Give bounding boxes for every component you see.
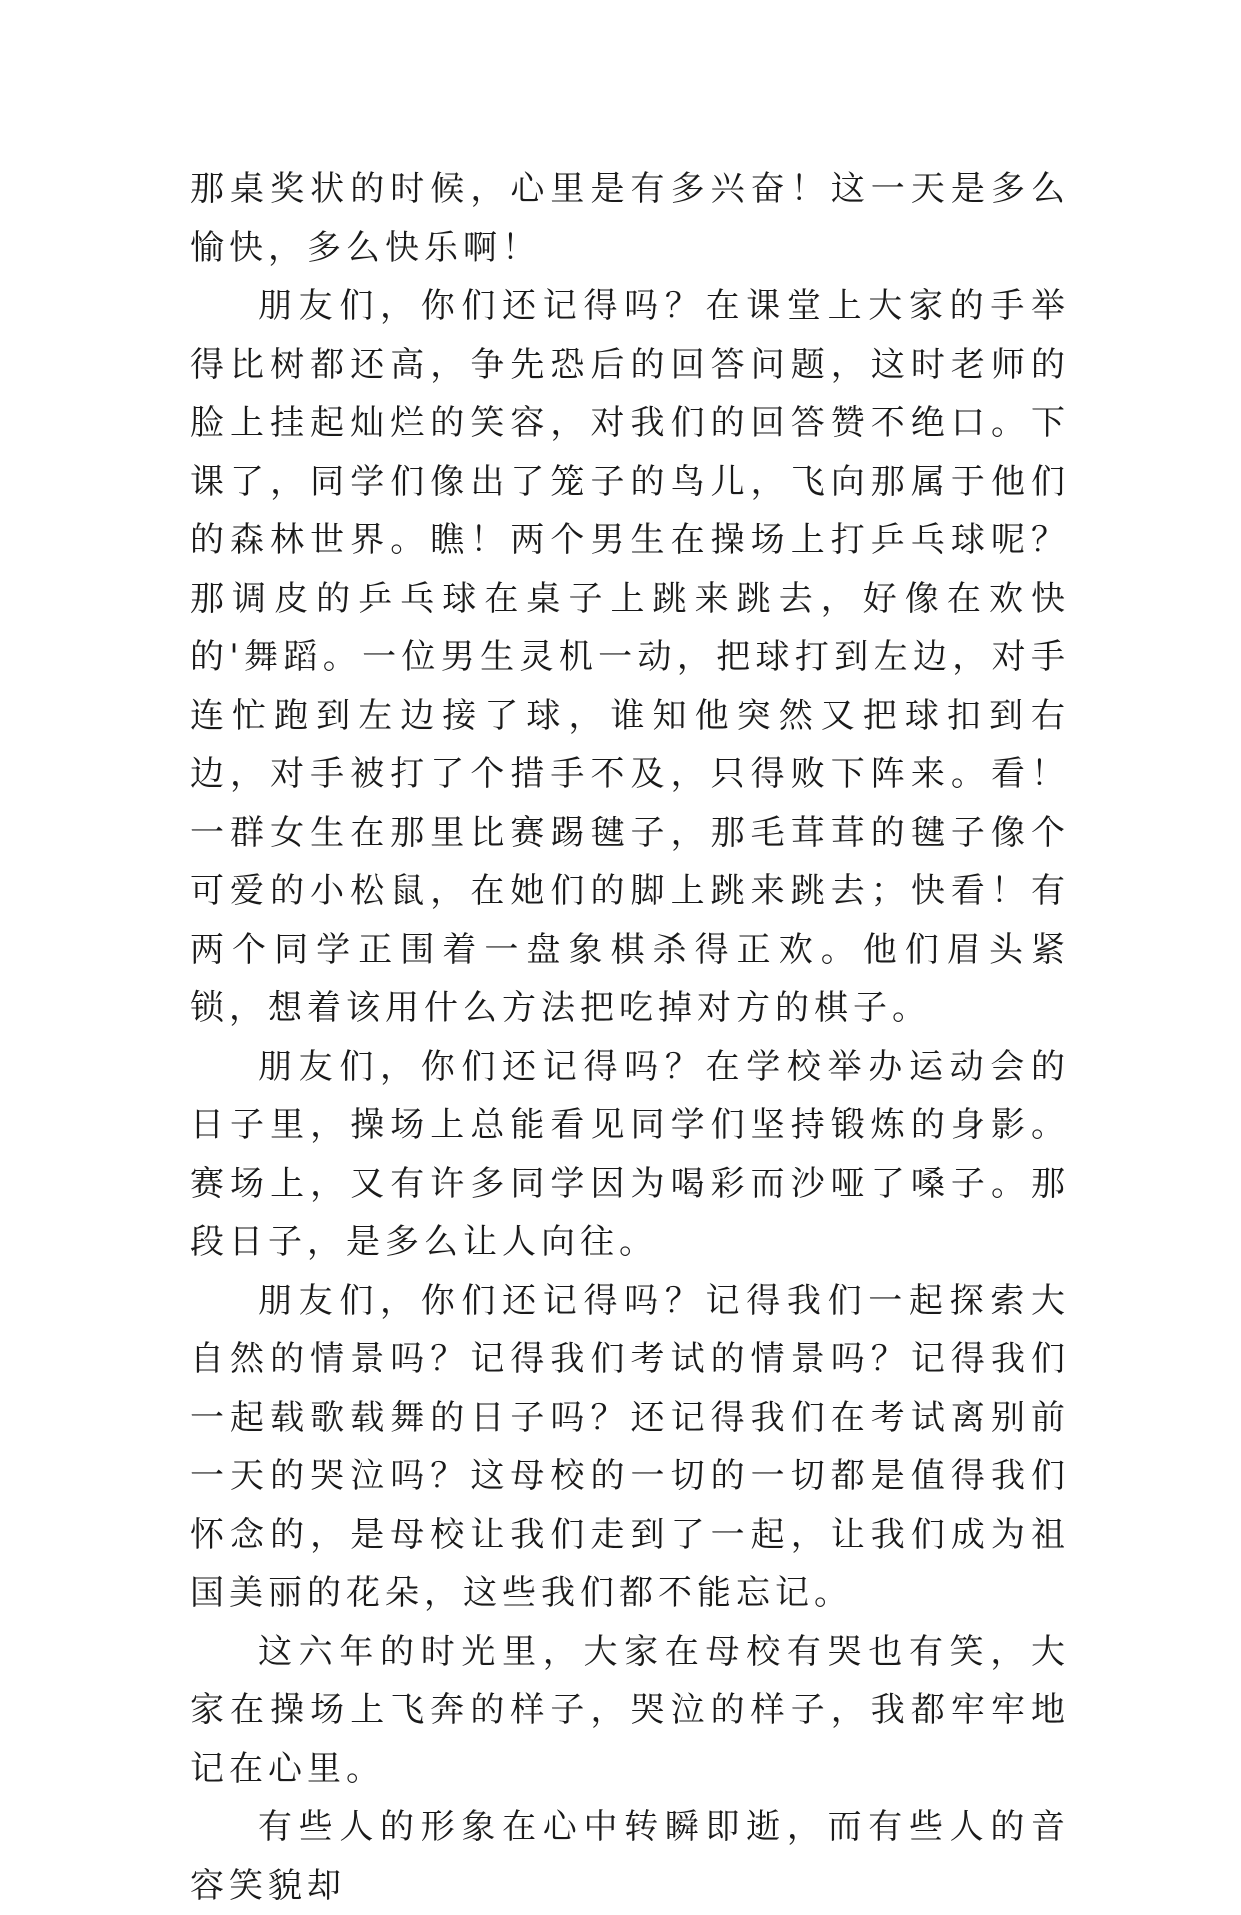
document-body <box>190 160 1070 1915</box>
paragraph-5: 这六年的时光里，大家在母校有哭也有笑，大家在操场上飞奔的样子，哭泣的样子，我都牢牢地记在心里。 <box>190 1631 1070 1789</box>
paragraph-6: 有些人的形象在心中转瞬即逝，而有些人的音容笑貌却 <box>190 1807 1070 1906</box>
paragraph-1: 那桌奖状的时候，心里是有多兴奋！这一天是多么愉快，多么快乐啊！ <box>190 169 1070 268</box>
paragraph-4: 朋友们，你们还记得吗？记得我们一起探索大自然的情景吗？记得我们考试的情景吗？记得我们一起载歌载舞的日子吗？还记得我们在考试离别前一天的哭泣吗？这母校的一切的一切都是值得我们怀念的，是母校让我们走到了一起，让我们成为祖国美丽的花朵，这些我们都不能忘记。 <box>190 1280 1070 1613</box>
paragraph-3: 朋友们，你们还记得吗？在学校举办运动会的日子里，操场上总能看见同学们坚持锻炼的身影。赛场上，又有许多同学因为喝彩而沙哑了嗓子。那段日子，是多么让人向往。 <box>190 1046 1070 1262</box>
paragraph-2: 朋友们，你们还记得吗？在课堂上大家的手举得比树都还高，争先恐后的回答问题，这时老师的脸上挂起灿烂的笑容，对我们的回答赞不绝口。下课了，同学们像出了笼子的鸟儿，飞向那属于他们的森林世界。瞧！两个男生在操场上打乒乓球呢？那调皮的乒乓球在桌子上跳来跳去，好像在欢快的'舞蹈。一位男生灵机一动，把球打到左边，对手连忙跑到左边接了球，谁知他突然又把球扣到右边，对手被打了个措手不及，只得败下阵来。看！一群女生在那里比赛踢毽子，那毛茸茸的毽子像个可爱的小松鼠，在她们的脚上跳来跳去；快看！有两个同学正围着一盘象棋杀得正欢。他们眉头紧锁，想着该用什么方法把吃掉对方的棋子。 <box>190 286 1070 1028</box>
